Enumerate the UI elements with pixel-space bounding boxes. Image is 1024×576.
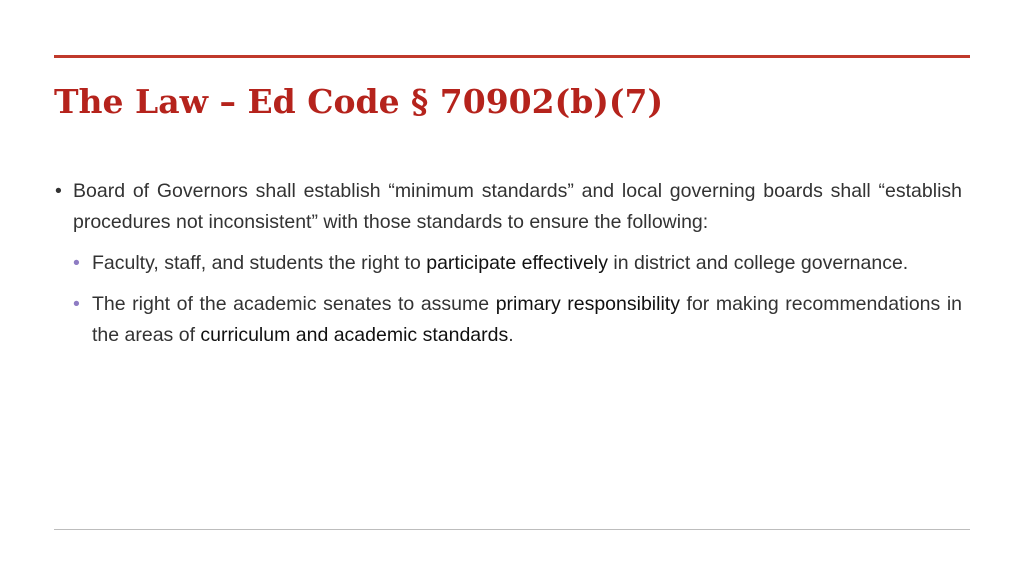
sub-bullet-text: Faculty, staff, and students the right to [92,252,427,274]
bullet-item [54,176,962,238]
top-divider-line [54,55,970,58]
emphasis-text: primary responsibility [495,293,680,315]
bullet-text: Board of Governors shall establish “minimum standards” and local governing boards shall “establish procedures not inconsistent” with those standards to ensure the following: [73,180,962,233]
sub-bullet-item [73,248,962,279]
sub-bullet-text: The right of the academic senates to assume [92,293,496,315]
slide-title: The Law – Ed Code § 70902(b)(7) [54,82,664,121]
sub-bullet-text: . [508,324,514,346]
emphasis-text: curriculum and academic standards [200,324,509,346]
sub-bullet-icon: • [73,293,80,315]
emphasis-text: participate effectively [426,252,608,274]
sub-bullet-text: in district and college governance. [607,252,909,274]
sub-bullet-item [73,289,962,351]
sub-bullet-text: for making recommendations in the areas of [92,293,962,346]
bottom-divider-line [54,529,970,530]
bullet-icon: • [55,180,62,202]
slide-body [54,176,962,351]
sub-bullet-icon: • [73,252,80,274]
